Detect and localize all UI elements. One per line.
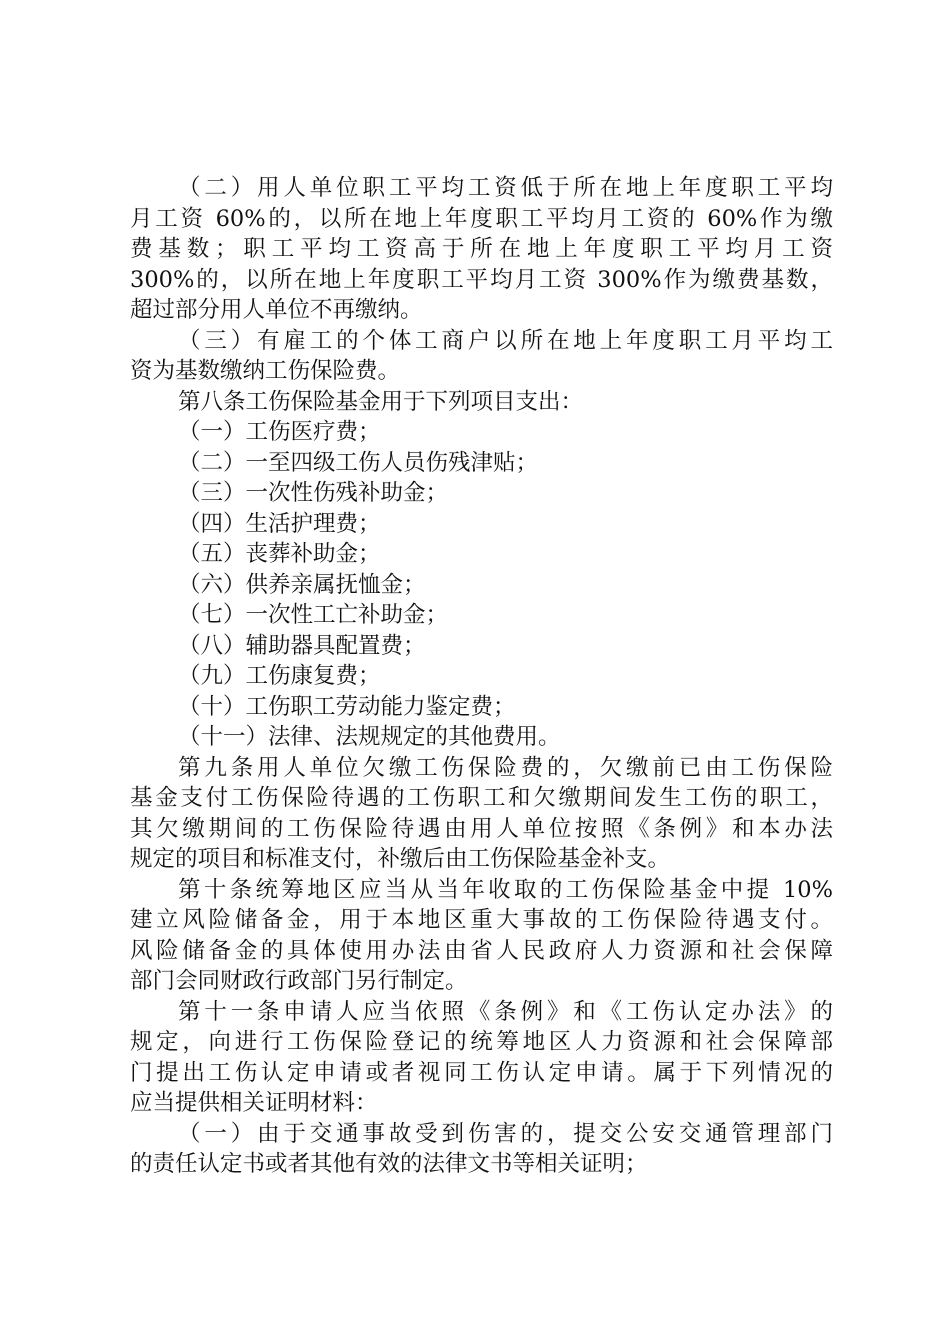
text-line: （二）一至四级工伤人员伤残津贴；	[178, 449, 539, 476]
text-line: 规定的项目和标准支付，补缴后由工伤保险基金补支。	[130, 846, 671, 872]
text-line: 第十一条申请人应当依照《条例》和《工伤认定办法》的	[178, 998, 833, 1025]
text-line: （八）辅助器具配置费；	[178, 632, 426, 659]
text-line: 风险储备金的具体使用办法由省人民政府人力资源和社会保障	[130, 937, 833, 964]
text-line: 费基数；职工平均工资高于所在地上年度职工平均月工资	[130, 236, 833, 262]
text-line: 其欠缴期间的工伤保险待遇由用人单位按照《条例》和本办法	[130, 815, 833, 842]
text-line: 应当提供相关证明材料：	[130, 1090, 378, 1116]
text-line: （五）丧葬补助金；	[178, 541, 381, 567]
text-line: 规定，向进行工伤保险登记的统筹地区人力资源和社会保障部	[130, 1029, 833, 1055]
text-line: （一）工伤医疗费；	[178, 419, 381, 445]
text-line: 基金支付工伤保险待遇的工伤职工和欠缴期间发生工伤的职工，	[130, 785, 833, 811]
text-line: （十一）法律、法规规定的其他费用。	[178, 724, 561, 750]
text-line: 门提出工伤认定申请或者视同工伤认定申请。属于下列情况的	[130, 1059, 833, 1086]
text-line: 的责任认定书或者其他有效的法律文书等相关证明；	[130, 1151, 648, 1177]
text-line: （二）用人单位职工平均工资低于所在地上年度职工平均	[178, 175, 833, 201]
text-line: 建立风险储备金，用于本地区重大事故的工伤保险待遇支付。	[130, 907, 833, 933]
text-line: 超过部分用人单位不再缴纳。	[130, 297, 423, 323]
text-line: 第九条用人单位欠缴工伤保险费的，欠缴前已由工伤保险	[178, 754, 833, 781]
text-line: 第十条统筹地区应当从当年收取的工伤保险基金中提 10%	[178, 876, 833, 903]
text-line: （六）供养亲属抚恤金；	[178, 571, 426, 598]
text-line: 第八条工伤保险基金用于下列项目支出：	[178, 388, 584, 415]
text-line: （四）生活护理费；	[178, 510, 381, 537]
text-line: （三）一次性伤残补助金；	[178, 480, 449, 506]
text-line: （九）工伤康复费；	[178, 663, 381, 689]
text-line: 资为基数缴纳工伤保险费。	[130, 358, 401, 384]
text-line: （十）工伤职工劳动能力鉴定费；	[178, 693, 516, 720]
text-line: 300%的，以所在地上年度职工平均月工资 300%作为缴费基数，	[130, 266, 833, 293]
text-line: 月工资 60%的，以所在地上年度职工平均月工资的 60%作为缴	[130, 205, 833, 232]
text-line: （一）由于交通事故受到伤害的，提交公安交通管理部门	[178, 1120, 833, 1147]
document-body	[130, 173, 833, 1180]
text-line: （三）有雇工的个体工商户以所在地上年度职工月平均工	[178, 327, 833, 354]
text-line: 部门会同财政行政部门另行制定。	[130, 968, 468, 994]
text-line: （七）一次性工亡补助金；	[178, 602, 449, 628]
